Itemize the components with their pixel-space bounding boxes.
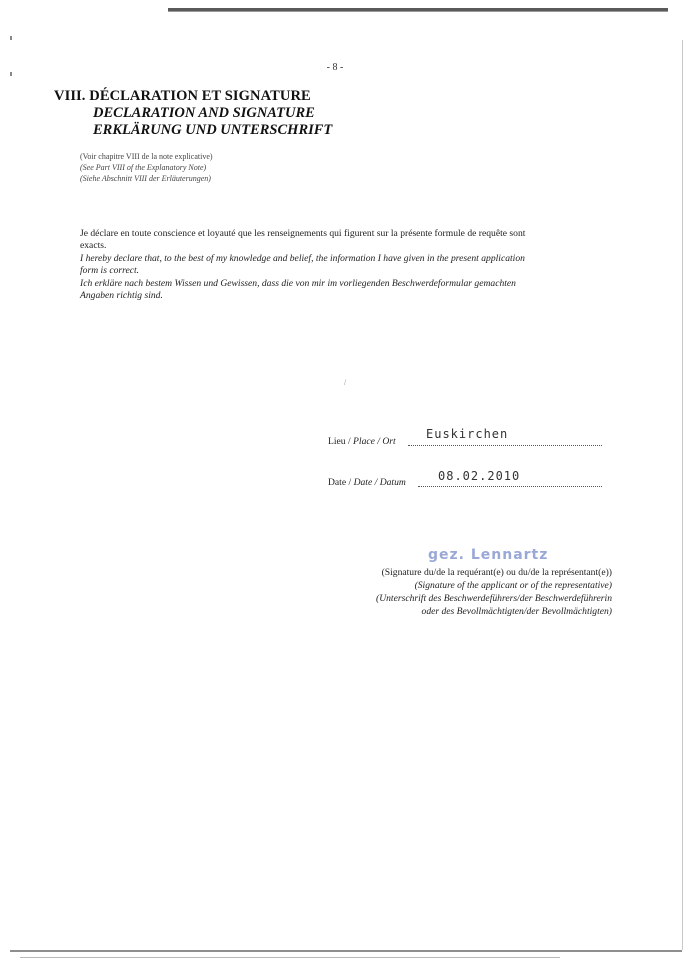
signature-caption-fr: (Signature du/de la requérant(e) ou du/de la représentant(e)) <box>381 567 612 578</box>
declaration-de-line: Ich erkläre nach bestem Wissen und Gewissen, dass die von mir im vorliegenden Beschwerdeformular gemachten <box>80 278 516 289</box>
stray-mark: / <box>344 378 347 387</box>
signature-caption-de-2: oder des Bevollmächtigten/der Bevollmächtigten) <box>421 606 612 617</box>
declaration-de-line: Angaben richtig sind. <box>80 290 163 302</box>
bottom-border-line-thin <box>20 957 560 958</box>
declaration-fr-line: exacts. <box>80 240 107 252</box>
section-title-en: DECLARATION AND SIGNATURE <box>93 105 315 121</box>
signature-caption-en: (Signature of the applicant or of the representative) <box>414 580 612 591</box>
date-dotted-line <box>418 486 602 487</box>
date-value: 08.02.2010 <box>438 469 521 483</box>
place-label <box>328 436 396 447</box>
date-label <box>328 477 406 488</box>
bottom-border-line <box>10 950 682 952</box>
reference-note-de: (Siehe Abschnitt VIII der Erläuterungen) <box>80 174 211 183</box>
place-value: Euskirchen <box>426 427 509 441</box>
declaration-fr-line: Je déclare en toute conscience et loyauté que les renseignements qui figurent sur la présente formule de requête sont <box>80 228 526 239</box>
signature-stamp: gez. Lennartz <box>428 547 549 563</box>
page-number: - 8 - <box>326 62 344 73</box>
place-label-en-de: Place / Ort <box>353 436 396 447</box>
date-label-en-de: Date / Datum <box>353 477 406 488</box>
reference-note-en: (See Part VIII of the Explanatory Note) <box>80 163 207 172</box>
section-title-fr: VIII. DÉCLARATION ET SIGNATURE <box>54 88 311 104</box>
section-title-de: ERKLÄRUNG UND UNTERSCHRIFT <box>93 122 333 138</box>
declaration-text-fr <box>80 228 600 252</box>
top-border-line-thin <box>168 11 668 12</box>
reference-note-fr: (Voir chapitre VIII de la note explicative) <box>80 152 213 161</box>
signature-caption-de-1: (Unterschrift des Beschwerdeführers/der Beschwerdeführerin <box>376 593 612 604</box>
declaration-text-en <box>80 253 600 277</box>
right-edge-line <box>682 40 683 950</box>
place-dotted-line <box>408 445 602 446</box>
scan-mark <box>10 36 12 40</box>
declaration-en-line: I hereby declare that, to the best of my knowledge and belief, the information I have given in the present application <box>80 253 525 264</box>
declaration-text-de <box>80 278 600 302</box>
place-label-fr: Lieu / <box>328 436 354 447</box>
declaration-en-line: form is correct. <box>80 265 140 277</box>
date-label-fr: Date / <box>328 477 354 488</box>
